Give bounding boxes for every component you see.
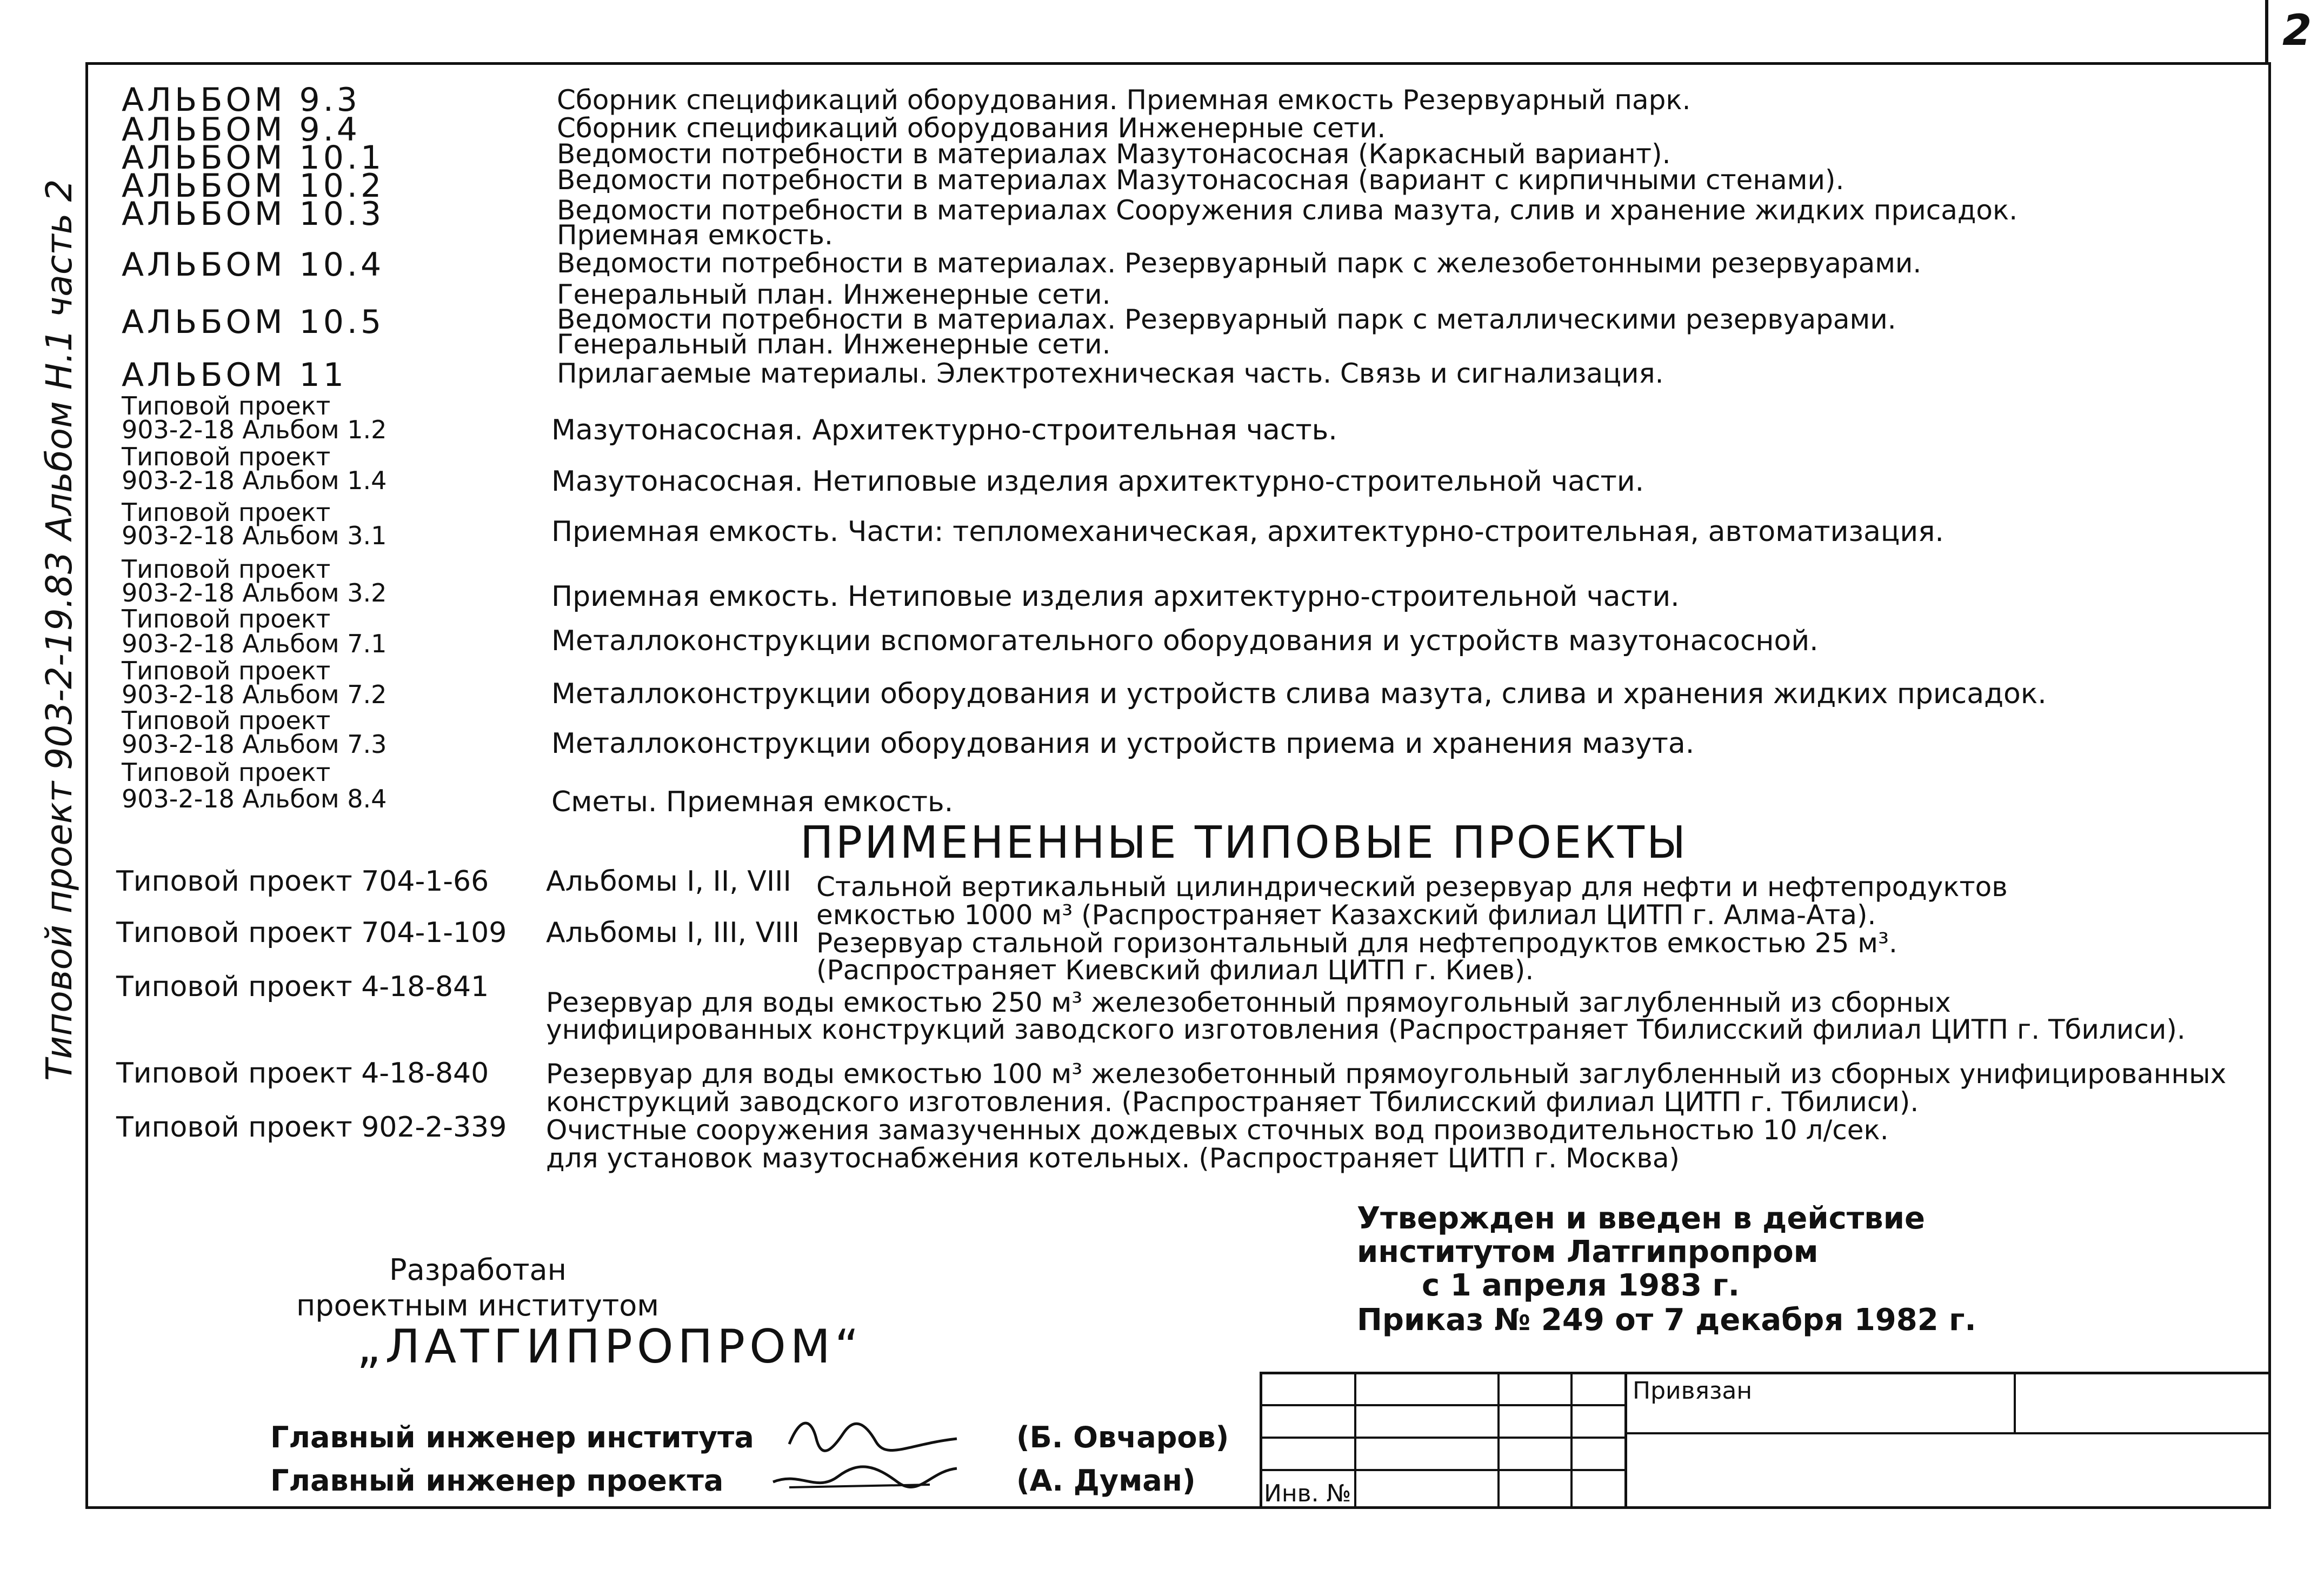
applied-desc: Резервуар для воды емкостью 250 м³ железобетонный прямоугольный заглубленный из сборных — [546, 987, 1951, 1018]
ref-desc: Металлоконструкции вспомогательного оборудования и устройств мазутонасосной. — [551, 625, 1819, 657]
applied-project: Типовой проект 704-1-66 — [116, 865, 489, 898]
ref-label: Типовой проект — [122, 604, 331, 633]
applied-project: Типовой проект 4-18-841 — [116, 971, 489, 1003]
applied-desc: Очистные сооружения замазученных дождевых сточных вод производительностью 10 л/сек. — [546, 1114, 1889, 1146]
section-heading: ПРИМЕНЕННЫЕ ТИПОВЫЕ ПРОЕКТЫ — [800, 817, 1688, 869]
ref-label: Типовой проект — [122, 391, 331, 420]
album-desc: Ведомости потребности в материалах Сооружения слива мазута, слив и хранение жидких присадок. — [557, 195, 2018, 226]
applied-desc: Стальной вертикальный цилиндрический резервуар для нефти и нефтепродуктов — [816, 871, 2008, 903]
signature-role: Главный инженер проекта — [270, 1464, 724, 1498]
album-desc: Ведомости потребности в материалах Мазутонасосная (вариант с кирпичными стенами). — [557, 164, 1844, 196]
ref-desc: Сметы. Приемная емкость. — [551, 786, 954, 818]
album-desc: Ведомости потребности в материалах. Резервуарный парк с железобетонными резервуарами. — [557, 248, 1922, 279]
album-code: АЛЬБОМ 10.1 — [122, 139, 385, 177]
signature-name: (А. Думан) — [1016, 1464, 1196, 1498]
ref-code: 903-2-18 Альбом 3.2 — [122, 578, 387, 607]
album-desc: Приемная емкость. — [557, 219, 833, 251]
ref-code: 903-2-18 Альбом 1.4 — [122, 466, 387, 495]
ref-desc: Приемная емкость. Нетиповые изделия архитектурно-строительной части. — [551, 580, 1680, 613]
ref-desc: Приемная емкость. Части: тепломеханическая, архитектурно-строительная, автоматизация. — [551, 516, 1944, 548]
ref-code: 903-2-18 Альбом 7.1 — [122, 629, 387, 658]
album-desc: Ведомости потребности в материалах Мазутонасосная (Каркасный вариант). — [557, 138, 1671, 170]
ref-label: Типовой проект — [122, 498, 331, 527]
signature-name: (Б. Овчаров) — [1016, 1420, 1229, 1454]
album-code: АЛЬБОМ 9.3 — [122, 81, 361, 119]
album-code: АЛЬБОМ 10.5 — [122, 303, 385, 341]
signature-mark — [784, 1412, 962, 1455]
corner-divider — [2265, 0, 2268, 62]
ref-desc: Металлоконструкции оборудования и устройств приема и хранения мазута. — [551, 727, 1695, 760]
album-desc: Генеральный план. Инженерные сети. — [557, 279, 1111, 310]
signature-mark — [768, 1455, 962, 1498]
album-desc: Сборник спецификаций оборудования. Приемная емкость Резервуарный парк. — [557, 84, 1691, 116]
ref-desc: Мазутонасосная. Нетиповые изделия архитектурно-строительной части. — [551, 465, 1644, 498]
ref-code: 903-2-18 Альбом 7.3 — [122, 730, 387, 759]
applied-albums: Альбомы I, II, VIII — [546, 865, 791, 898]
applied-project: Типовой проект 704-1-109 — [116, 917, 507, 949]
album-desc: Сборник спецификаций оборудования Инженерные сети. — [557, 112, 1386, 144]
applied-desc: унифицированных конструкций заводского изготовления (Распространяет Тбилисский филиал ЦИТП г. Тбилиси). — [546, 1014, 2186, 1045]
applied-project: Типовой проект 902-2-339 — [116, 1111, 507, 1144]
applied-desc: (Распространяет Киевский филиал ЦИТП г. Киев). — [816, 954, 1534, 986]
applied-desc: емкостью 1000 м³ (Распространяет Казахский филиал ЦИТП г. Алма-Ата). — [816, 899, 1876, 931]
stamp-grid — [1260, 1372, 2270, 1509]
stamp-privyazan: Привязан — [1633, 1377, 1753, 1405]
applied-desc: для установок мазутоснабжения котельных. (Распространяет ЦИТП г. Москва) — [546, 1143, 1680, 1174]
developer-label: Разработан — [389, 1253, 567, 1287]
ref-label: Типовой проект — [122, 442, 331, 471]
ref-label: Типовой проект — [122, 555, 331, 584]
album-code: АЛЬБОМ 10.3 — [122, 195, 385, 233]
album-code: АЛЬБОМ 11 — [122, 356, 347, 394]
page-number: 2 — [2282, 6, 2312, 55]
organization-name: „ЛАТГИПРОПРОМ“ — [357, 1320, 863, 1374]
ref-label: Типовой проект — [122, 758, 331, 787]
ref-code: 903-2-18 Альбом 1.2 — [122, 415, 387, 444]
applied-project: Типовой проект 4-18-840 — [116, 1057, 489, 1090]
approval-line: Приказ № 249 от 7 декабря 1982 г. — [1357, 1303, 1976, 1338]
stamp-inv: Инв. № — [1264, 1480, 1351, 1507]
ref-code: 903-2-18 Альбом 7.2 — [122, 680, 387, 709]
developer-sub: проектным институтом — [296, 1288, 660, 1322]
ref-label: Типовой проект — [122, 706, 331, 735]
album-desc: Генеральный план. Инженерные сети. — [557, 329, 1111, 360]
album-code: АЛЬБОМ 10.2 — [122, 167, 385, 205]
approval-line: институтом Латгипропром — [1357, 1234, 1819, 1270]
album-desc: Прилагаемые материалы. Электротехническая часть. Связь и сигнализация. — [557, 358, 1664, 389]
ref-code: 903-2-18 Альбом 3.1 — [122, 521, 387, 550]
signature-role: Главный инженер института — [270, 1420, 754, 1454]
album-code: АЛЬБОМ 9.4 — [122, 111, 361, 149]
ref-desc: Мазутонасосная. Архитектурно-строительная часть. — [551, 414, 1337, 446]
applied-desc: Резервуар для воды емкостью 100 м³ железобетонный прямоугольный заглубленный из сборных унифицированных — [546, 1058, 2227, 1090]
album-desc: Ведомости потребности в материалах. Резервуарный парк с металлическими резервуарами. — [557, 304, 1896, 335]
applied-desc: конструкций заводского изготовления. (Распространяет Тбилисский филиал ЦИТП г. Тбилиси). — [546, 1086, 1919, 1118]
applied-desc: Резервуар стальной горизонтальный для нефтепродуктов емкостью 25 м³. — [816, 927, 1897, 959]
approval-line: с 1 апреля 1983 г. — [1422, 1268, 1740, 1303]
approval-line: Утвержден и введен в действие — [1357, 1201, 1925, 1236]
ref-label: Типовой проект — [122, 656, 331, 685]
album-code: АЛЬБОМ 10.4 — [122, 246, 385, 284]
ref-code: 903-2-18 Альбом 8.4 — [122, 784, 387, 813]
applied-albums: Альбомы I, III, VIII — [546, 917, 800, 949]
ref-desc: Металлоконструкции оборудования и устройств слива мазута, слива и хранения жидких присадок. — [551, 678, 2047, 710]
side-title: Типовой проект 903-2-19.83 Альбом H.1 часть 2 — [38, 179, 80, 1081]
